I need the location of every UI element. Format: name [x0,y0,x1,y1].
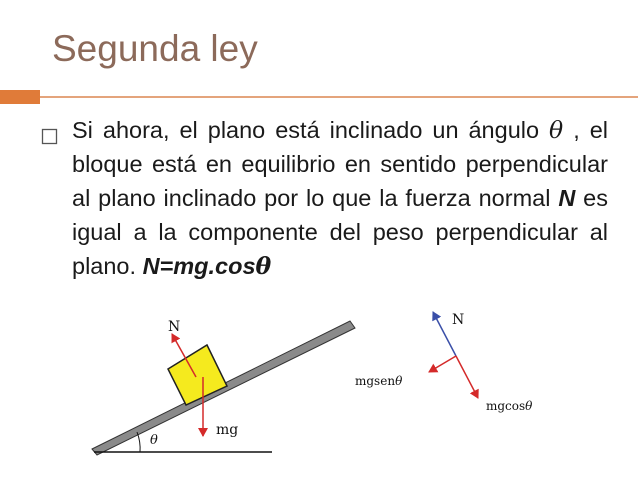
incline-weight-label: mg [216,422,239,438]
vector-perpendicular-text: mgcos [486,399,526,413]
bullet-text-part3: es igual a la componente del peso perpendicular al plano. [72,185,608,279]
block [168,345,227,405]
formula: N=mg.cos [142,253,256,279]
incline-normal-label: N [168,319,181,335]
vector-parallel-theta: θ [395,374,403,388]
vector-normal-label: N [452,312,465,328]
theta-symbol: θ [549,116,564,144]
slide-title: Segunda ley [52,28,258,69]
vector-perpendicular-arrow [456,356,478,398]
vector-perpendicular-theta: θ [525,399,533,413]
bullet-text-part2: , el bloque está en equilibrio en sentido perpendicular al plano inclinado por lo que la fuerza normal [72,117,608,211]
bullet-text-part1: Si ahora, el plano está inclinado un ángulo [72,117,540,143]
vector-parallel-text: mgsen [355,374,396,388]
normal-force-symbol: N [558,185,576,211]
vector-perpendicular-label [486,399,533,413]
formula-theta: θ [255,252,272,280]
vector-parallel-label [355,374,403,388]
vector-parallel-arrow [429,356,456,372]
angle-label: θ [150,433,158,448]
